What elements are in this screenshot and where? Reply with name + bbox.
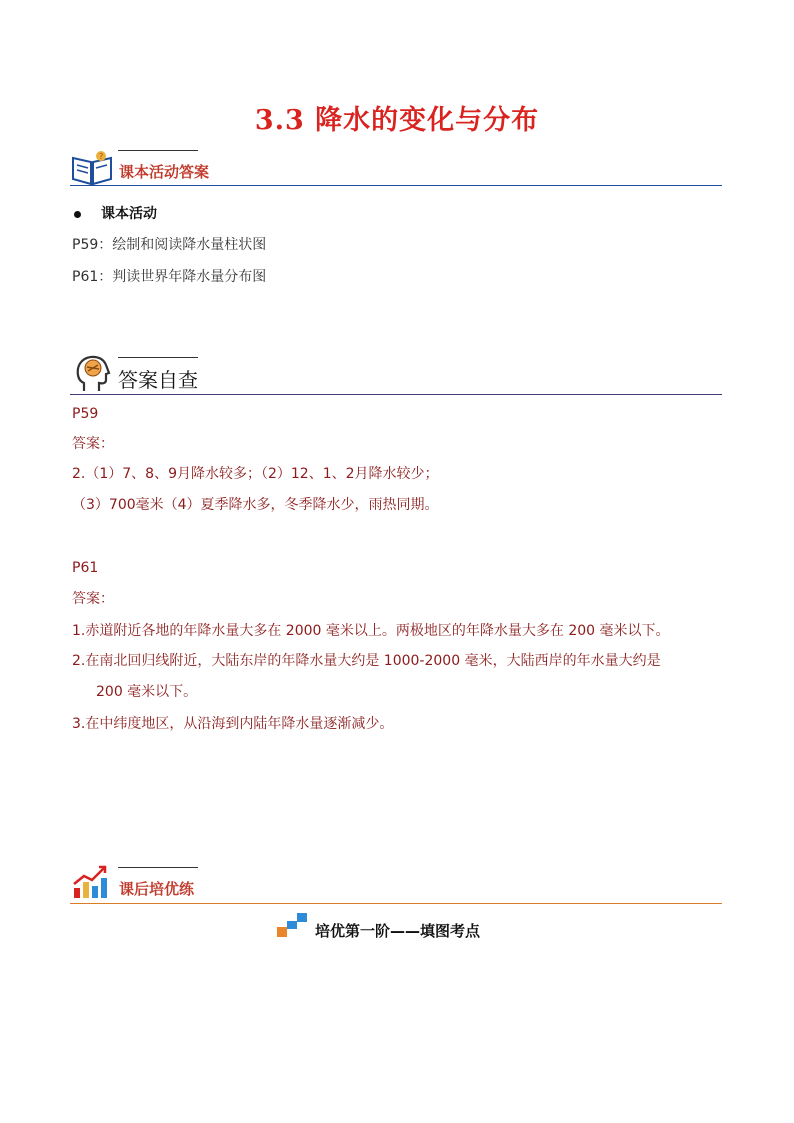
activity-line-p59: P59：绘制和阅读降水量柱状图 — [72, 237, 267, 253]
item-number: 3. — [72, 716, 86, 732]
section3-top-rule — [118, 867, 198, 868]
section1-label: 课本活动答案 — [119, 163, 210, 181]
item-number: 2. — [72, 653, 86, 669]
subheading: 培优第一阶——填图考点 — [315, 922, 481, 940]
p61-item-continuation: 200 毫米以下。 — [96, 684, 198, 700]
head-brain-icon — [72, 353, 112, 393]
item-text: 在中纬度地区，从沿海到内陆年降水量逐渐减少。 — [85, 716, 394, 732]
p61-item — [72, 621, 670, 641]
page-title: 3.3 降水的变化与分布 — [254, 105, 540, 136]
section2-top-rule — [118, 357, 198, 358]
stairs-icon — [277, 911, 311, 937]
activity-line-p61: P61：判读世界年降水量分布图 — [72, 269, 267, 285]
section3-rule — [70, 903, 722, 904]
item-text: 在南北回归线附近，大陆东岸的年降水量大约是 1000-2000 毫米，大陆西岸的年水量大约是 — [85, 653, 661, 669]
section2-label: 答案自查 — [118, 368, 198, 392]
p59-answer-line: 2.（1）7、8、9月降水较多；（2）12、1、2月降水较少； — [72, 466, 439, 482]
section2-rule — [70, 394, 722, 395]
p61-item — [72, 651, 661, 671]
section3-label: 课后培优练 — [119, 880, 195, 898]
item-text: 赤道附近各地的年降水量大多在 2000 毫米以上。两极地区的年降水量大多在 200 毫米以下。 — [85, 623, 670, 639]
growth-chart-icon — [72, 864, 108, 900]
p61-page: P61 — [72, 560, 99, 576]
section1-top-rule — [118, 150, 198, 151]
section1-rule — [70, 185, 722, 186]
item-number: 1. — [72, 623, 86, 639]
p59-answer-label: 答案： — [72, 436, 114, 452]
svg-text:?: ? — [99, 152, 104, 161]
book-icon — [70, 148, 114, 186]
p61-answer-label: 答案： — [72, 591, 114, 607]
p59-page: P59 — [72, 406, 99, 422]
p61-item — [72, 714, 393, 734]
bullet-dot — [74, 211, 81, 218]
p59-answer-line: （3）700毫米（4）夏季降水多，冬季降水少，雨热同期。 — [72, 497, 439, 513]
section1-bullet-label: 课本活动 — [101, 206, 157, 222]
